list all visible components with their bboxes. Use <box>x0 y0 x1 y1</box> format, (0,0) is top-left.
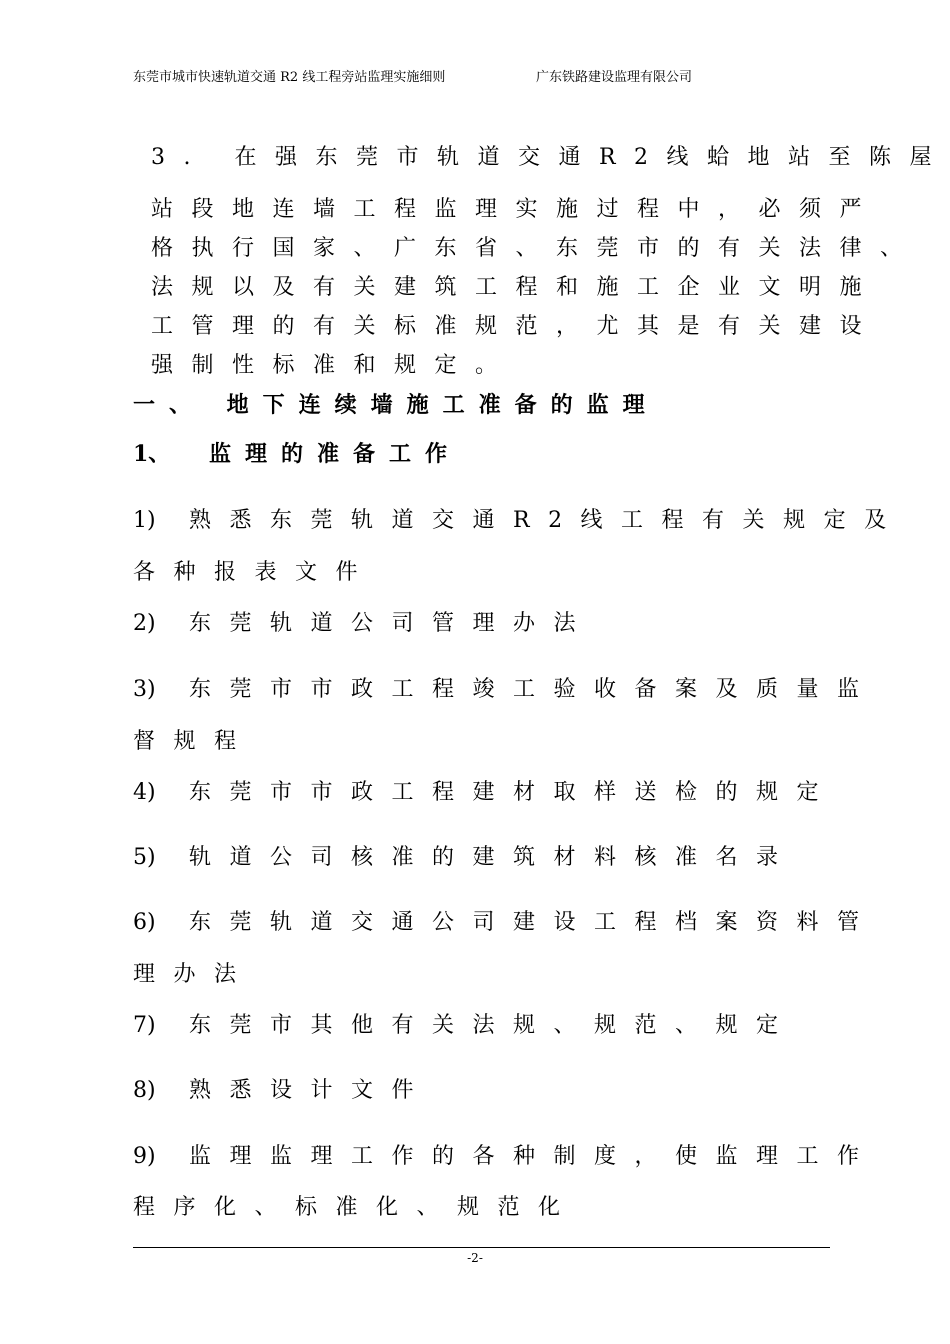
header-company-name: 广东铁路建设监理有限公司 <box>536 70 693 85</box>
list-item-text: 轨道公司核准的建筑材料核准名录 <box>189 845 797 870</box>
list-item-text: 熟悉设计文件 <box>189 1078 433 1103</box>
list-item-text: 东莞轨道公司管理办法 <box>189 611 595 636</box>
list-item-number: 9) <box>133 1144 156 1169</box>
intro-line-6: 强制性标准和规定。 <box>151 353 516 378</box>
list-item-text: 东莞市市政工程竣工验收备案及质量监 <box>189 677 878 702</box>
subsection-title: 监理的准备工作 <box>209 441 462 467</box>
list-item-continuation: 督规程 <box>133 729 255 754</box>
header-document-title: 东莞市城市快速轨道交通 R2 线工程旁站监理实施细则 <box>133 70 446 85</box>
list-item-number: 5) <box>133 845 156 870</box>
list-item-number: 2) <box>133 611 156 636</box>
list-item-number: 7) <box>133 1013 156 1038</box>
list-item-text: 监理监理工作的各种制度，使监理工作 <box>189 1144 878 1169</box>
page-number: -2- <box>467 1251 483 1265</box>
list-item <box>133 775 837 806</box>
list-item <box>133 606 594 637</box>
list-item-number: 8) <box>133 1078 156 1103</box>
list-item-continuation: 理办法 <box>133 962 255 987</box>
subsection-number: 1、 <box>133 441 171 467</box>
intro-line-3: 格执行国家、广东省、东莞市的有关法律、 <box>151 236 921 261</box>
intro-line-5: 工管理的有关标准规范，尤其是有关建设 <box>151 314 881 339</box>
list-item-text: 东莞市其他有关法规、规范、规定 <box>189 1013 797 1038</box>
section-heading: 一、 地下连续墙施工准备的监理 <box>133 392 659 418</box>
intro-line-2: 站段地连墙工程监理实施过程中，必须严 <box>151 197 881 222</box>
list-item-number: 1) <box>133 508 156 533</box>
subsection-heading <box>133 437 461 468</box>
list-item-text: 东莞轨道交通公司建设工程档案资料管 <box>189 910 878 935</box>
list-item <box>133 1008 797 1039</box>
intro-line-4: 法规以及有关建筑工程和施工企业文明施 <box>151 275 881 300</box>
list-item <box>133 1139 878 1170</box>
list-item <box>133 503 905 534</box>
intro-line-1: 3. 在强东莞市轨道交通R2线蛤地站至陈屋 <box>151 145 950 170</box>
list-item-number: 4) <box>133 780 156 805</box>
list-item-number: 6) <box>133 910 156 935</box>
list-item-text: 熟悉东莞轨道交通R2线工程有关规定及 <box>189 508 905 533</box>
list-item-continuation: 各种报表文件 <box>133 560 377 585</box>
list-item-continuation: 程序化、标准化、规范化 <box>133 1195 579 1220</box>
list-item-number: 3) <box>133 677 156 702</box>
list-item <box>133 840 797 871</box>
list-item <box>133 1073 432 1104</box>
list-item-text: 东莞市市政工程建材取样送检的规定 <box>189 780 838 805</box>
list-item <box>133 905 878 936</box>
footer-rule <box>133 1247 830 1248</box>
list-item <box>133 672 878 703</box>
